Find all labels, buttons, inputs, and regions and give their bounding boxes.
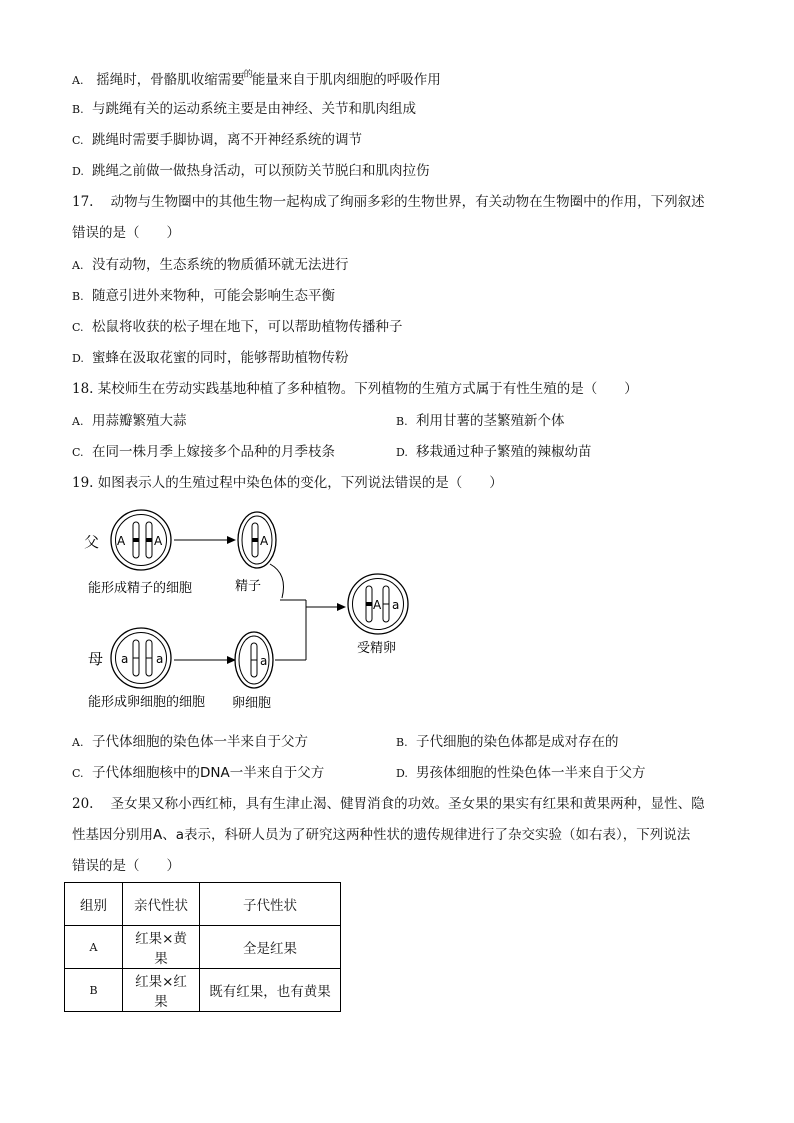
q17-option-c: [72, 317, 403, 338]
option-text: 没有动物，生态系统的物质循环就无法进行: [92, 257, 349, 273]
question-stem: 动物与生物圈中的其他生物一起构成了绚丽多彩的生物世界，有关动物在生物圈中的作用，下列叙述: [110, 194, 705, 210]
option-text: 子代体细胞核中的DNA一半来自于父方: [92, 765, 325, 781]
table-header-row: [65, 883, 341, 926]
q19-stem: [72, 473, 503, 493]
question-stem: 如图表示人的生殖过程中染色体的变化，下列说法错误的是（ ）: [97, 475, 503, 491]
q17-option-b: [72, 286, 335, 307]
q18-option-b: [396, 411, 565, 432]
gene-label: A: [373, 598, 382, 612]
table-cell: 既有红果，也有黄果: [200, 969, 341, 1012]
q19-option-a: [72, 732, 308, 753]
option-text: 男孩体细胞的性染色体一半来自于父方: [416, 765, 646, 781]
q16-option-b: [72, 99, 416, 120]
q17-option-d: [72, 348, 349, 369]
option-text: 利用甘薯的茎繁殖新个体: [416, 413, 565, 429]
option-label: A.: [72, 415, 84, 428]
table-header: 子代性状: [200, 883, 341, 926]
question-stem: 圣女果又称小西红柿，具有生津止渴、健胃消食的功效。圣女果的果实有红果和黄果两种，显性、隐: [110, 796, 705, 812]
q17-stem-line2: 错误的是（ ）: [72, 225, 180, 241]
gene-label: A: [117, 534, 126, 548]
q16-option-d: [72, 161, 430, 182]
question-number: 17.: [72, 194, 94, 210]
q18-option-d: [396, 442, 592, 463]
gene-label: a: [121, 652, 129, 666]
question-number: 20.: [72, 796, 94, 812]
option-label: C.: [72, 134, 84, 147]
option-text: 跳绳时需要手脚协调，离不开神经系统的调节: [92, 132, 362, 148]
father-cell-label: 能形成精子的细胞: [88, 581, 193, 596]
mother-cell-label: 能形成卵细胞的细胞: [88, 695, 206, 710]
gene-band: [133, 538, 139, 542]
father-label: 父: [84, 533, 100, 551]
q18-option-c: [72, 442, 335, 463]
sperm-tail: [270, 564, 284, 598]
table-cell: B: [65, 969, 123, 1012]
option-text: 移栽通过种子繁殖的辣椒幼苗: [416, 444, 592, 460]
option-label: B.: [396, 736, 408, 749]
zygote-label: 受精卵: [357, 641, 397, 656]
table-cell: 全是红果: [200, 926, 341, 969]
table-cell: 红果×红果: [123, 969, 200, 1012]
gene-band: [366, 602, 372, 606]
q17-option-a: [72, 255, 349, 276]
option-label: D.: [396, 767, 408, 780]
q18-option-a: [72, 411, 187, 432]
option-text: 跳绳之前做一做热身活动，可以预防关节脱臼和肌肉拉伤: [92, 163, 430, 179]
table-cell: 红果×黄果: [123, 926, 200, 969]
q19-option-d: [396, 763, 646, 784]
q20-stem-line2: 性基因分别用A、a表示，科研人员为了研究这两种性状的遗传规律进行了杂交实验（如右表），下列说法: [72, 827, 691, 843]
table-header: 组别: [65, 883, 123, 926]
q17-stem-line1: [72, 192, 705, 212]
mother-label: 母: [88, 650, 104, 668]
table-cell: A: [65, 926, 123, 969]
option-text: 松鼠将收获的松子埋在地下，可以帮助植物传播种子: [92, 319, 403, 335]
option-text-cont: 能量来自于肌肉细胞的呼吸作用: [251, 72, 441, 88]
q18-stem: [72, 379, 638, 399]
q19-option-b: [396, 732, 619, 753]
option-text: 摇绳时，骨骼肌收缩需要: [96, 72, 245, 88]
option-label: B.: [72, 103, 84, 116]
table-row: [65, 926, 341, 969]
question-number: 19.: [72, 475, 94, 491]
gene-label: a: [392, 598, 400, 612]
option-label: A.: [72, 74, 84, 87]
superscript-char: 的: [243, 70, 253, 80]
option-label: B.: [396, 415, 408, 428]
option-label: C.: [72, 446, 84, 459]
q20-stem-line3: 错误的是（ ）: [72, 858, 180, 874]
question-stem: 某校师生在劳动实践基地种植了多种植物。下列植物的生殖方式属于有性生殖的是（ ）: [97, 381, 638, 397]
gene-label: A: [154, 534, 163, 548]
table-header: 亲代性状: [123, 883, 200, 926]
q20-stem-line1: [72, 794, 705, 814]
q16-option-a: [72, 70, 441, 92]
option-label: A.: [72, 259, 84, 272]
gene-band: [252, 538, 258, 542]
option-text: 子代细胞的染色体都是成对存在的: [416, 734, 619, 750]
gene-label: a: [260, 654, 268, 668]
option-label: D.: [72, 165, 84, 178]
option-label: C.: [72, 767, 84, 780]
option-text: 蜜蜂在汲取花蜜的同时，能够帮助植物传粉: [92, 350, 349, 366]
option-text: 在同一株月季上嫁接多个品种的月季枝条: [92, 444, 335, 460]
option-label: D.: [72, 352, 84, 365]
option-text: 用蒜瓣繁殖大蒜: [92, 413, 187, 429]
cross-experiment-table: [64, 882, 341, 1012]
option-label: D.: [396, 446, 408, 459]
arrow-head: [337, 603, 346, 611]
option-text: 子代体细胞的染色体一半来自于父方: [92, 734, 308, 750]
option-label: A.: [72, 736, 84, 749]
option-text: 随意引进外来物种，可能会影响生态平衡: [92, 288, 335, 304]
chromosome-diagram: [70, 502, 430, 717]
option-label: B.: [72, 290, 84, 303]
question-number: 18.: [72, 381, 94, 397]
table-row: [65, 969, 341, 1012]
q16-option-c: [72, 130, 362, 151]
egg-label: 卵细胞: [232, 696, 272, 711]
option-text: 与跳绳有关的运动系统主要是由神经、关节和肌肉组成: [92, 101, 416, 117]
gene-label: a: [156, 652, 164, 666]
sperm-label: 精子: [235, 579, 262, 594]
arrow-head: [227, 536, 236, 544]
gene-label: A: [260, 534, 269, 548]
option-label: C.: [72, 321, 84, 334]
q19-option-c: [72, 763, 324, 784]
gene-band: [146, 538, 152, 542]
